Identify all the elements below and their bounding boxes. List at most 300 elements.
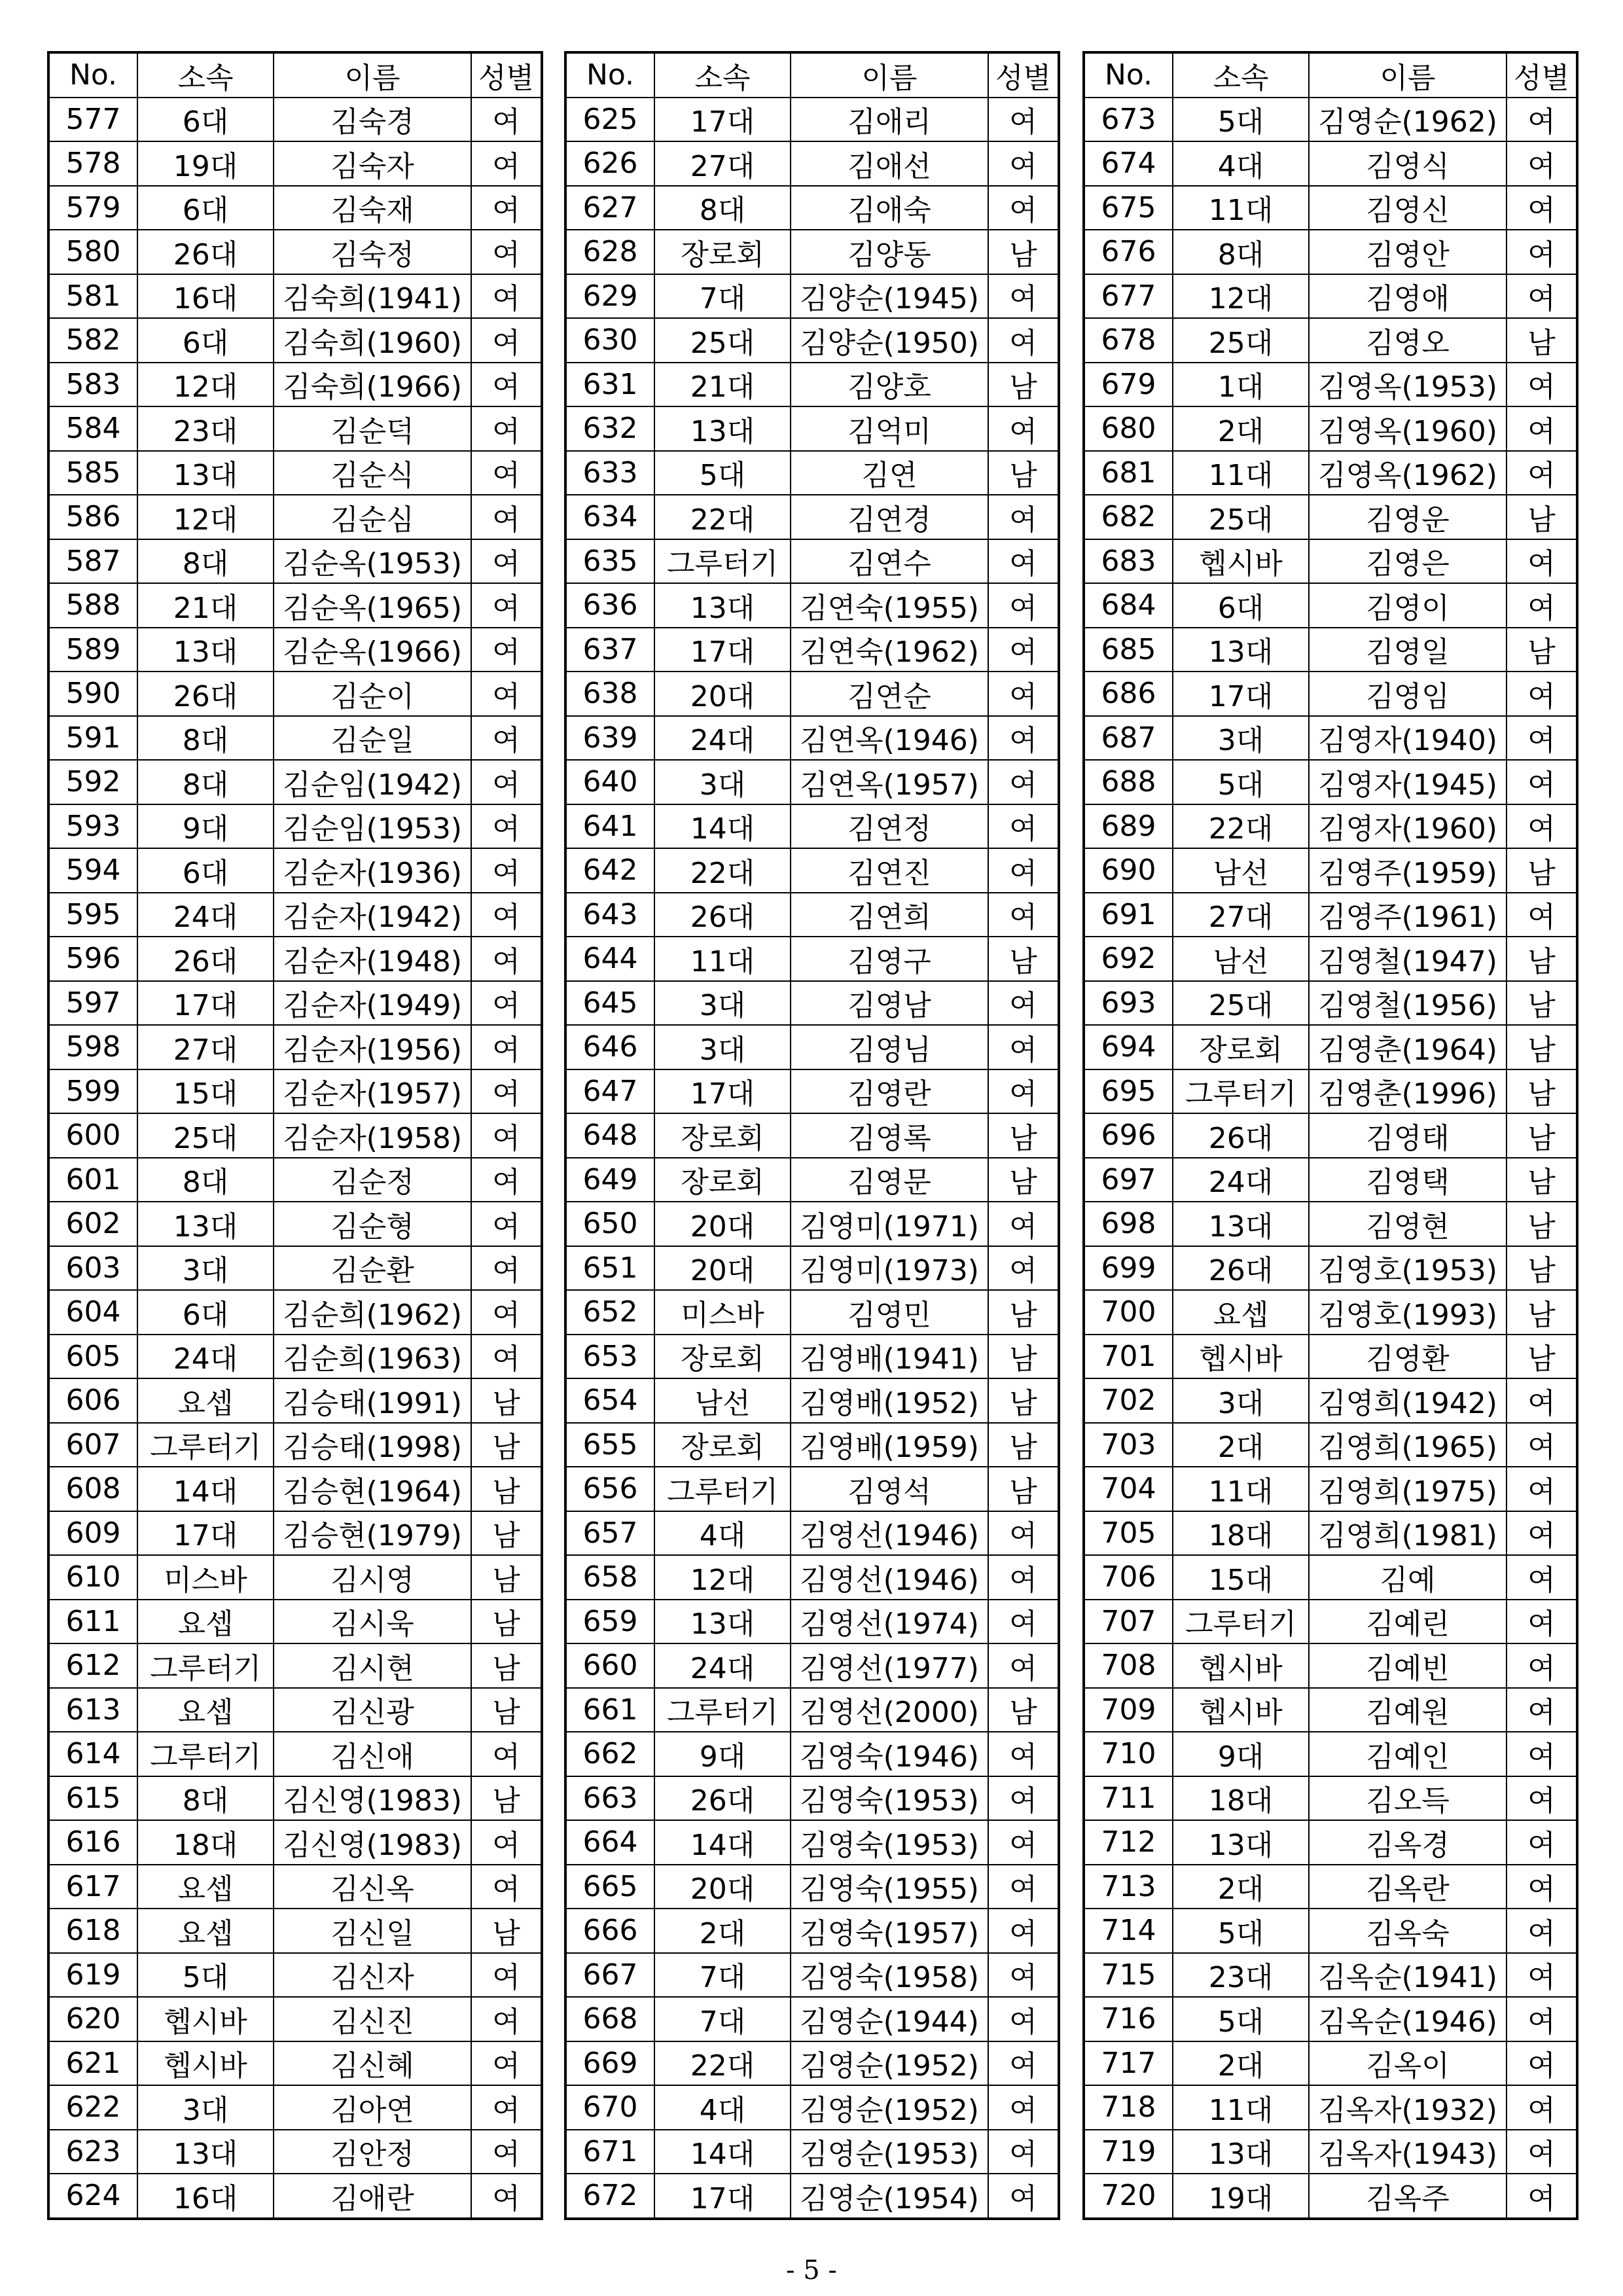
cell-no: 656 [565, 1467, 654, 1511]
table-row [565, 848, 1059, 893]
cell-name: 김신진 [274, 1997, 471, 2041]
table-row [565, 1555, 1059, 1600]
cell-gender: 여 [471, 1865, 542, 1909]
cell-gender: 여 [988, 628, 1059, 672]
cell-name: 김아연 [274, 2085, 471, 2130]
table-row [48, 1600, 542, 1644]
cell-team: 26대 [137, 672, 274, 716]
cell-team: 13대 [1173, 628, 1309, 672]
cell-team: 7대 [654, 1997, 791, 2041]
cell-team: 13대 [1173, 1202, 1309, 1246]
cell-gender: 남 [988, 1378, 1059, 1423]
table-row [565, 1732, 1059, 1776]
cell-name: 김연정 [791, 804, 988, 849]
cell-team: 3대 [1173, 1378, 1309, 1423]
cell-team: 11대 [1173, 186, 1309, 230]
cell-gender: 남 [988, 1158, 1059, 1202]
cell-team: 남선 [1173, 937, 1309, 981]
cell-team: 5대 [1173, 1997, 1309, 2041]
cell-team: 9대 [137, 804, 274, 849]
cell-team: 13대 [654, 406, 791, 451]
table-row [1084, 804, 1577, 849]
table-row [565, 1423, 1059, 1467]
cell-gender: 여 [471, 1025, 542, 1069]
cell-gender: 여 [1507, 1511, 1577, 1556]
cell-no: 610 [48, 1555, 137, 1600]
table-row [565, 98, 1059, 142]
cell-no: 682 [1084, 495, 1173, 539]
cell-name: 김영운 [1309, 495, 1507, 539]
cell-no: 620 [48, 1997, 137, 2041]
cell-team: 22대 [1173, 804, 1309, 849]
cell-gender: 여 [1507, 1555, 1577, 1600]
cell-name: 김영춘(1964) [1309, 1025, 1507, 1069]
header-gender: 성별 [1507, 52, 1577, 98]
table-row [48, 1423, 542, 1467]
table-row [1084, 1290, 1577, 1335]
cell-gender: 여 [471, 893, 542, 937]
cell-name: 김영철(1956) [1309, 981, 1507, 1026]
cell-gender: 여 [471, 186, 542, 230]
cell-name: 김영숙(1955) [791, 1865, 988, 1909]
table-body [565, 98, 1059, 2219]
table-row [565, 539, 1059, 584]
cell-team: 17대 [654, 628, 791, 672]
cell-gender: 여 [1507, 583, 1577, 628]
cell-gender: 여 [1507, 1776, 1577, 1821]
table-row [565, 406, 1059, 451]
cell-name: 김순형 [274, 1202, 471, 1246]
cell-gender: 여 [1507, 539, 1577, 584]
cell-name: 김순자(1936) [274, 848, 471, 893]
cell-team: 미스바 [137, 1555, 274, 1600]
header-row [1084, 52, 1577, 98]
table-row [565, 230, 1059, 274]
table-row [48, 1511, 542, 1556]
cell-team: 25대 [1173, 495, 1309, 539]
table-row [565, 981, 1059, 1026]
cell-team: 12대 [137, 363, 274, 407]
cell-gender: 여 [471, 848, 542, 893]
cell-gender: 남 [988, 1335, 1059, 1379]
cell-gender: 남 [471, 1600, 542, 1644]
cell-no: 693 [1084, 981, 1173, 1026]
cell-no: 615 [48, 1776, 137, 1821]
cell-name: 김영신 [1309, 186, 1507, 230]
cell-team: 25대 [654, 318, 791, 363]
cell-name: 김숙희(1960) [274, 318, 471, 363]
table-row [565, 1069, 1059, 1114]
cell-team: 8대 [137, 1158, 274, 1202]
table-row [48, 2174, 542, 2219]
cell-name: 김옥순(1946) [1309, 1997, 1507, 2041]
cell-team: 17대 [137, 1511, 274, 1556]
header-row [565, 52, 1059, 98]
cell-team: 8대 [654, 186, 791, 230]
cell-gender: 여 [1507, 716, 1577, 761]
cell-name: 김순환 [274, 1246, 471, 1291]
cell-team: 15대 [137, 1069, 274, 1114]
cell-gender: 여 [988, 98, 1059, 142]
cell-team: 장로회 [654, 1158, 791, 1202]
table-row [1084, 1953, 1577, 1998]
cell-name: 김영미(1973) [791, 1246, 988, 1291]
cell-gender: 남 [471, 1467, 542, 1511]
cell-no: 667 [565, 1953, 654, 1998]
cell-no: 659 [565, 1600, 654, 1644]
cell-no: 657 [565, 1511, 654, 1556]
cell-gender: 남 [1507, 848, 1577, 893]
cell-team: 요셉 [137, 1909, 274, 1953]
cell-gender: 남 [1507, 1025, 1577, 1069]
cell-gender: 남 [988, 230, 1059, 274]
table-row [1084, 1113, 1577, 1158]
cell-team: 요셉 [137, 1378, 274, 1423]
table-row [1084, 1069, 1577, 1114]
table-row [48, 1909, 542, 1953]
cell-name: 김영민 [791, 1290, 988, 1335]
cell-team: 22대 [654, 495, 791, 539]
cell-no: 581 [48, 274, 137, 319]
cell-team: 26대 [1173, 1113, 1309, 1158]
cell-no: 636 [565, 583, 654, 628]
cell-team: 2대 [654, 1909, 791, 1953]
cell-no: 604 [48, 1290, 137, 1335]
table-row [1084, 1865, 1577, 1909]
cell-gender: 여 [988, 716, 1059, 761]
cell-gender: 여 [988, 1997, 1059, 2041]
cell-gender: 여 [988, 1202, 1059, 1246]
cell-no: 633 [565, 451, 654, 495]
cell-name: 김신영(1983) [274, 1820, 471, 1865]
table-row [565, 1643, 1059, 1688]
cell-gender: 여 [988, 1953, 1059, 1998]
cell-no: 664 [565, 1820, 654, 1865]
cell-gender: 여 [988, 495, 1059, 539]
table-row [48, 2085, 542, 2130]
cell-team: 그루터기 [654, 539, 791, 584]
cell-name: 김예인 [1309, 1732, 1507, 1776]
cell-team: 26대 [137, 230, 274, 274]
cell-name: 김영배(1941) [791, 1335, 988, 1379]
cell-gender: 남 [1507, 937, 1577, 981]
table-row [48, 141, 542, 186]
header-no: No. [565, 52, 654, 98]
cell-no: 648 [565, 1113, 654, 1158]
cell-gender: 여 [1507, 1467, 1577, 1511]
table-row [565, 1335, 1059, 1379]
cell-no: 629 [565, 274, 654, 319]
cell-team: 13대 [137, 2130, 274, 2174]
cell-name: 김영호(1993) [1309, 1290, 1507, 1335]
cell-name: 김영희(1942) [1309, 1378, 1507, 1423]
cell-name: 김영배(1952) [791, 1378, 988, 1423]
cell-name: 김승현(1979) [274, 1511, 471, 1556]
cell-no: 600 [48, 1113, 137, 1158]
cell-team: 22대 [654, 2041, 791, 2086]
cell-gender: 여 [988, 1069, 1059, 1114]
cell-no: 684 [1084, 583, 1173, 628]
cell-team: 27대 [137, 1025, 274, 1069]
cell-no: 625 [565, 98, 654, 142]
cell-gender: 여 [1507, 1997, 1577, 2041]
cell-no: 690 [1084, 848, 1173, 893]
cell-name: 김연희 [791, 893, 988, 937]
cell-no: 626 [565, 141, 654, 186]
cell-gender: 여 [471, 981, 542, 1026]
cell-gender: 여 [471, 583, 542, 628]
cell-team: 장로회 [654, 230, 791, 274]
cell-no: 663 [565, 1776, 654, 1821]
cell-name: 김영숙(1958) [791, 1953, 988, 1998]
cell-team: 12대 [137, 495, 274, 539]
cell-team: 그루터기 [1173, 1600, 1309, 1644]
cell-name: 김승태(1991) [274, 1378, 471, 1423]
table-row [48, 760, 542, 804]
table-row [1084, 1732, 1577, 1776]
member-table-2 [564, 51, 1060, 2220]
cell-name: 김영순(1953) [791, 2130, 988, 2174]
cell-gender: 남 [1507, 1158, 1577, 1202]
cell-no: 671 [565, 2130, 654, 2174]
cell-name: 김영이 [1309, 583, 1507, 628]
table-row [565, 1820, 1059, 1865]
cell-name: 김영남 [791, 981, 988, 1026]
cell-no: 660 [565, 1643, 654, 1688]
cell-no: 635 [565, 539, 654, 584]
table-row [565, 716, 1059, 761]
cell-team: 23대 [137, 406, 274, 451]
cell-no: 669 [565, 2041, 654, 2086]
table-row [1084, 318, 1577, 363]
cell-no: 686 [1084, 672, 1173, 716]
table-row [48, 363, 542, 407]
table-row [565, 1378, 1059, 1423]
cell-gender: 남 [1507, 1335, 1577, 1379]
cell-gender: 남 [988, 1290, 1059, 1335]
cell-name: 김신영(1983) [274, 1776, 471, 1821]
cell-no: 608 [48, 1467, 137, 1511]
cell-name: 김영선(1946) [791, 1555, 988, 1600]
cell-name: 김연순 [791, 672, 988, 716]
cell-gender: 여 [471, 495, 542, 539]
cell-no: 580 [48, 230, 137, 274]
cell-team: 요셉 [137, 1600, 274, 1644]
cell-gender: 여 [1507, 760, 1577, 804]
cell-gender: 여 [471, 1335, 542, 1379]
cell-team: 그루터기 [654, 1467, 791, 1511]
table-row [565, 1113, 1059, 1158]
cell-name: 김영옥(1960) [1309, 406, 1507, 451]
cell-no: 714 [1084, 1909, 1173, 1953]
cell-team: 21대 [137, 583, 274, 628]
cell-name: 김영주(1959) [1309, 848, 1507, 893]
cell-team: 20대 [654, 1865, 791, 1909]
cell-gender: 남 [1507, 1290, 1577, 1335]
cell-team: 2대 [1173, 1423, 1309, 1467]
header-gender: 성별 [988, 52, 1059, 98]
cell-name: 김영환 [1309, 1335, 1507, 1379]
cell-no: 634 [565, 495, 654, 539]
cell-no: 632 [565, 406, 654, 451]
cell-team: 장로회 [654, 1113, 791, 1158]
table-row [565, 1865, 1059, 1909]
cell-team: 요셉 [137, 1688, 274, 1732]
cell-gender: 여 [471, 141, 542, 186]
table-row [48, 716, 542, 761]
cell-gender: 여 [1507, 1820, 1577, 1865]
cell-team: 26대 [137, 937, 274, 981]
cell-no: 683 [1084, 539, 1173, 584]
cell-no: 588 [48, 583, 137, 628]
header-row [48, 52, 542, 98]
cell-gender: 여 [471, 451, 542, 495]
cell-no: 719 [1084, 2130, 1173, 2174]
table-row [48, 1820, 542, 1865]
cell-name: 김영란 [791, 1069, 988, 1114]
cell-gender: 여 [1507, 1378, 1577, 1423]
table-row [1084, 1158, 1577, 1202]
cell-team: 8대 [137, 1776, 274, 1821]
table-row [565, 1290, 1059, 1335]
cell-team: 14대 [137, 1467, 274, 1511]
cell-name: 김애숙 [791, 186, 988, 230]
cell-team: 9대 [1173, 1732, 1309, 1776]
cell-gender: 남 [988, 1423, 1059, 1467]
cell-name: 김순일 [274, 716, 471, 761]
cell-team: 26대 [654, 1776, 791, 1821]
cell-team: 14대 [654, 1820, 791, 1865]
cell-team: 20대 [654, 1202, 791, 1246]
cell-team: 9대 [654, 1732, 791, 1776]
table-row [1084, 1467, 1577, 1511]
table-row [48, 2130, 542, 2174]
cell-team: 6대 [1173, 583, 1309, 628]
cell-no: 612 [48, 1643, 137, 1688]
cell-team: 27대 [1173, 893, 1309, 937]
cell-no: 645 [565, 981, 654, 1026]
cell-no: 699 [1084, 1246, 1173, 1291]
cell-gender: 여 [988, 583, 1059, 628]
cell-gender: 여 [1507, 672, 1577, 716]
table-row [565, 141, 1059, 186]
table-body [48, 98, 542, 2219]
cell-name: 김순임(1953) [274, 804, 471, 849]
cell-no: 611 [48, 1600, 137, 1644]
cell-team: 22대 [654, 848, 791, 893]
cell-team: 23대 [1173, 1953, 1309, 1998]
cell-no: 603 [48, 1246, 137, 1291]
cell-name: 김순자(1957) [274, 1069, 471, 1114]
cell-gender: 여 [988, 1555, 1059, 1600]
cell-no: 641 [565, 804, 654, 849]
cell-name: 김영록 [791, 1113, 988, 1158]
cell-name: 김영춘(1996) [1309, 1069, 1507, 1114]
cell-name: 김영옥(1962) [1309, 451, 1507, 495]
cell-no: 701 [1084, 1335, 1173, 1379]
cell-name: 김연옥(1946) [791, 716, 988, 761]
table-row [48, 1158, 542, 1202]
cell-gender: 남 [471, 1378, 542, 1423]
cell-team: 4대 [654, 1511, 791, 1556]
table-row [565, 1202, 1059, 1246]
cell-no: 617 [48, 1865, 137, 1909]
cell-no: 639 [565, 716, 654, 761]
table-row [1084, 1423, 1577, 1467]
cell-gender: 여 [1507, 893, 1577, 937]
cell-team: 18대 [137, 1820, 274, 1865]
cell-team: 16대 [137, 274, 274, 319]
cell-name: 김애란 [274, 2174, 471, 2219]
table-row [565, 893, 1059, 937]
cell-team: 11대 [654, 937, 791, 981]
cell-team: 24대 [137, 1335, 274, 1379]
table-row [1084, 1997, 1577, 2041]
table-row [1084, 230, 1577, 274]
cell-name: 김영임 [1309, 672, 1507, 716]
cell-no: 679 [1084, 363, 1173, 407]
cell-no: 717 [1084, 2041, 1173, 2086]
cell-gender: 남 [1507, 1113, 1577, 1158]
header-name: 이름 [1309, 52, 1507, 98]
table-row [1084, 98, 1577, 142]
table-row [48, 804, 542, 849]
cell-name: 김순옥(1965) [274, 583, 471, 628]
cell-gender: 남 [1507, 1202, 1577, 1246]
cell-gender: 여 [471, 937, 542, 981]
cell-team: 3대 [654, 981, 791, 1026]
table-row [1084, 363, 1577, 407]
cell-gender: 남 [1507, 628, 1577, 672]
cell-gender: 여 [1507, 1953, 1577, 1998]
cell-gender: 남 [988, 937, 1059, 981]
cell-name: 김영은 [1309, 539, 1507, 584]
cell-team: 20대 [654, 1246, 791, 1291]
cell-gender: 남 [1507, 981, 1577, 1026]
cell-team: 요셉 [137, 1865, 274, 1909]
cell-no: 623 [48, 2130, 137, 2174]
cell-no: 666 [565, 1909, 654, 1953]
cell-team: 13대 [1173, 2130, 1309, 2174]
cell-gender: 남 [471, 1555, 542, 1600]
cell-no: 697 [1084, 1158, 1173, 1202]
table-row [1084, 1335, 1577, 1379]
cell-no: 705 [1084, 1511, 1173, 1556]
cell-name: 김양순(1945) [791, 274, 988, 319]
cell-name: 김영미(1971) [791, 1202, 988, 1246]
cell-team: 3대 [654, 1025, 791, 1069]
cell-name: 김연옥(1957) [791, 760, 988, 804]
table-row [1084, 274, 1577, 319]
cell-no: 627 [565, 186, 654, 230]
cell-name: 김신광 [274, 1688, 471, 1732]
cell-gender: 남 [471, 1909, 542, 1953]
cell-team: 5대 [654, 451, 791, 495]
cell-team: 24대 [137, 893, 274, 937]
table-row [565, 1511, 1059, 1556]
cell-team: 13대 [1173, 1820, 1309, 1865]
cell-team: 13대 [654, 1600, 791, 1644]
cell-gender: 여 [471, 1290, 542, 1335]
table-row [565, 672, 1059, 716]
cell-name: 김영택 [1309, 1158, 1507, 1202]
cell-no: 696 [1084, 1113, 1173, 1158]
cell-gender: 여 [1507, 406, 1577, 451]
cell-gender: 여 [1507, 363, 1577, 407]
cell-team: 17대 [654, 98, 791, 142]
cell-no: 672 [565, 2174, 654, 2219]
cell-name: 김영순(1952) [791, 2041, 988, 2086]
